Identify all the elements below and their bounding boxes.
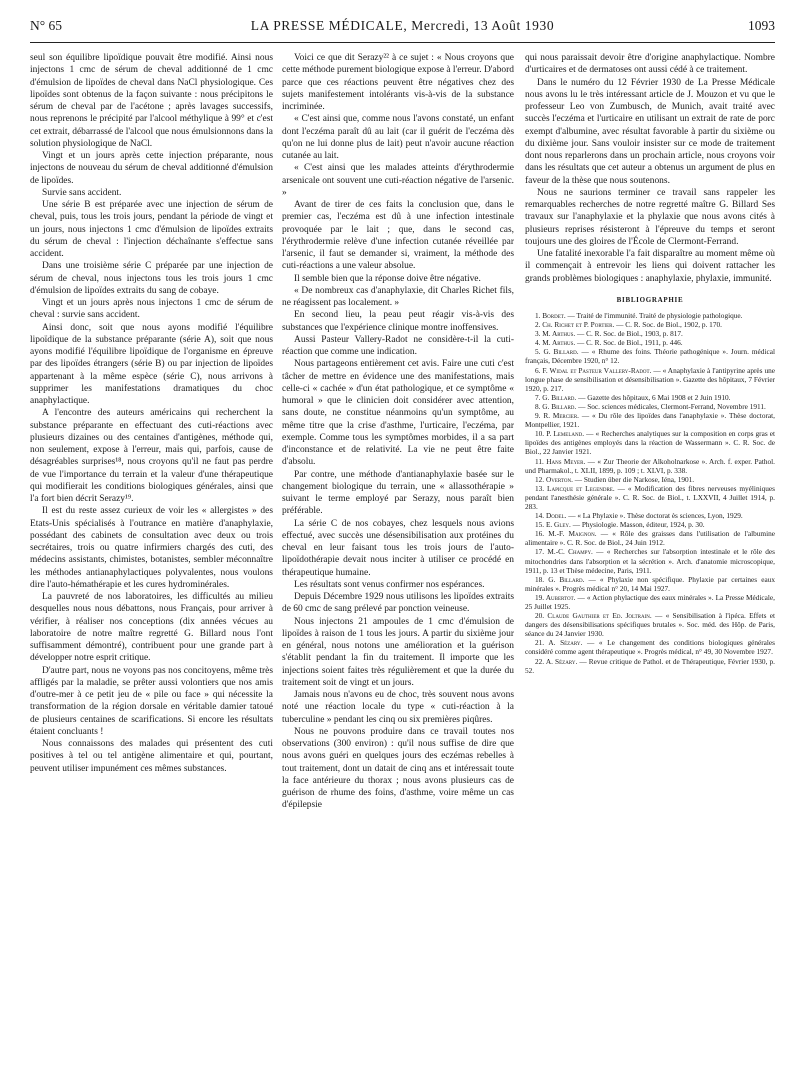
paragraph: D'autre part, nous ne voyons pas nos concitoyens, même très affligés par la maladie, se prêter aussi volontiers que nos amis d'outre-mer à ce petit jeu de « pile ou face » qui nécessite la transformation de la région dorsale en véritable damier tatoué de plusieurs centaines de scarifications. Si encore les résultats étaient concluants ! xyxy=(30,665,273,737)
reference-author: 4. M. Arthus. xyxy=(535,338,576,348)
reference-text: — Soc. sciences médicales, Clermont-Ferrand, Novembre 1911. xyxy=(576,401,766,411)
reference-item xyxy=(525,429,775,456)
reference-text: — « Recherches analytiques sur la composition en corps gras et lipoïdes des antigènes employés dans la réaction de Wassermann ». C. R. Soc. de Biol., 22 Janvier 1921. xyxy=(525,429,775,457)
reference-text: — Studien über die Narkose, Iéna, 1901. xyxy=(572,474,695,484)
reference-text: — « Recherches sur l'absorption intestinale et le rôle des mitochondries dans l'absorption et la sécrétion ». Arch. d'anatomie microscopique, 1911, p. 13 et Thèse médecine, Paris, 1911. xyxy=(525,547,775,575)
paragraph: La série C de nos cobayes, chez lesquels nous avions effectué, avec succès une désensibilisation aux protéines du cheval en leur faisant tous les trois jours de l'auto-lipoïdothérapie devait nous inciter à utiliser ce procédé en thérapeutique humaine. xyxy=(282,518,514,578)
reference-author: 20. Claude Gauthier et Ed. Joltrain. xyxy=(535,611,652,621)
reference-item xyxy=(525,638,775,656)
paragraph: seul son équilibre lipoïdique pouvait être modifié. Ainsi nous injectons 1 cmc de sérum de cheval additionné de 1 cmc d'émulsion de lipoïdes de cheval dans NaCl physiologique. Ces lipoïdes sont obtenus de la façon suivante : nous précipitons le sérum de cheval par de l'acétone ; après lavages successifs, nous reprenons le précipité par l'alcool méthylique à 99° et c'est cet extrait, débarrassé de l'alcool que nous émulsionnons dans la solution physiologique de NaCl. xyxy=(30,53,273,149)
reference-item xyxy=(525,611,775,638)
column-1 xyxy=(30,52,273,775)
paragraph: Dans une troisième série C préparée par une injection de sérum de cheval, nous injectons tous les trois jours 1 cmc d'émulsion de lipoïdes extraits du sang de cobaye. xyxy=(30,261,273,296)
bibliography-heading: BIBLIOGRAPHIE xyxy=(616,295,684,304)
reference-item xyxy=(525,529,775,547)
paragraph: Dans le numéro du 12 Février 1930 de La Presse Médicale nous avons lu le très intéressant article de J. Mouzon et vu que le professeur Leo von Zumbusch, de Munich, avait traité avec succès l'eczéma et l'urticaire en utilisant un extrait de rate de porc exempt d'albumine, avec résultat favorable à partir du sixième ou du dixième jour. Sans vouloir insister sur ce mode de traitement dont nous reparlerons dans un prochain article, nous croyons voir dans les résultats que cet auteur a obtenus un argument de plus en faveur de la thèse que nous soutenons. xyxy=(525,77,775,186)
paragraph: Nous ne pouvons produire dans ce travail toutes nos observations (300 environ) : qu'il nous suffise de dire que nous avons guéri en quelques jours des eczémas rebelles à tout traitement, dont un datait de cinq ans et intéressait toute la face antérieure du thorax ; nous avons plusieurs cas de guérison de rhume des foins, d'asthme, voire même un cas d'épilepsie xyxy=(282,726,514,811)
paragraph: « C'est ainsi que, comme nous l'avons constaté, un enfant dont l'eczéma paraît dû au lait (car il guérit de l'eczéma dès qu'on ne lui donne plus de lait) peut n'avoir aucune réaction cutanée au lait. xyxy=(282,114,514,161)
paragraph: Vingt et un jours après nous injectons 1 cmc de sérum de cheval : survie sans accident. xyxy=(30,298,273,321)
paragraph: La pauvreté de nos laboratoires, les difficultés au milieu desquelles nous nous débattons, nous Français, pour arriver à vérifier, à réaliser nos conceptions (dix années vécues au laboratoire de notre maître regretté G. Billard nous l'ont suffisamment démontré), contribuent pour une grande part à développer notre esprit critique. xyxy=(30,592,273,664)
reference-text: — C. R. Soc. de Biol., 1911, p. 446. xyxy=(575,338,683,348)
paragraph: « De nombreux cas d'anaphylaxie, dit Charles Richet fils, ne réagissent pas localement. » xyxy=(282,285,514,308)
reference-text: — « Rôle des graisses dans l'utilisation de l'albumine alimentaire ». C. R. Soc. de Biol., 24 Juin 1912. xyxy=(525,529,776,548)
paragraph: Nous ne saurions terminer ce travail sans rappeler les remarquables recherches de notre regretté maître G. Billard Ses travaux sur l'anaphylaxie et la phylaxie que nous avons cités à plusieurs reprises résisteront à l'épreuve du temps et seront toujours une des gloires de l'École de Clermont-Ferrand. xyxy=(525,187,775,247)
column-3 xyxy=(525,52,775,675)
reference-item xyxy=(525,457,775,475)
reference-item xyxy=(525,575,775,593)
reference-author: 21. A. Sézary. xyxy=(535,638,583,648)
reference-item xyxy=(525,311,775,320)
reference-author: 5. G. Billard. xyxy=(535,347,579,357)
reference-text: — « Du rôle des lipoïdes dans l'anaphylaxie ». Thèse doctorat, Montpellier, 1921. xyxy=(525,411,775,430)
reference-text: — C. R. Soc. de Biol., 1902, p. 170. xyxy=(614,320,722,330)
paragraph: Nous injectons 21 ampoules de 1 cmc d'émulsion de lipoïdes à raison de 1 tous les jours. A partir du sixième jour en général, nous notons une amélioration et la guérison s'établit pendant la fin du traitement. Il importe que les injections soient faites très régulièrement et que la durée du traitement soit de vingt et un jours. xyxy=(282,616,514,688)
reference-author: 13. Lapicque et Legendre. xyxy=(535,483,615,493)
paragraph: En second lieu, la peau peut réagir vis-à-vis des substances que l'expérience clinique montre inoffensives. xyxy=(282,310,514,333)
issue-number: N° 65 xyxy=(30,18,63,33)
reference-item xyxy=(525,547,775,574)
paragraph: Par contre, une méthode d'antianaphylaxie basée sur le changement biologique du terrain, une « allassothérapie » suivant le terme employé par Serazy, nous paraît bien préférable. xyxy=(282,469,514,517)
reference-author: 19. Aubertot. xyxy=(535,592,576,602)
reference-author: 22. A. Sézary. xyxy=(535,656,578,666)
paragraph: Avant de tirer de ces faits la conclusion que, dans le premier cas, l'eczéma est dû à une infection intestinale provoquée par le lait ; que, dans le second cas, l'érythrodermie relève d'une infection cutanée réveillée par l'arsenic, il faut se demander si, vraiment, la méthode des cuti-réactions a une valeur absolue. xyxy=(282,200,514,272)
paragraph: Vingt et un jours après cette injection préparante, nous injectons de nouveau du sérum de cheval additionné d'émulsion de lipoïdes. xyxy=(30,151,273,186)
reference-item xyxy=(525,320,775,329)
paragraph: Une série B est préparée avec une injection de sérum de cheval, puis, tous les trois jours, pendant la période de vingt et un jours, nous injectons 1 cmc d'émulsion de lipoïdes extraits du sérum de cheval : l'injection déchaînante s'effectue sans accident. xyxy=(30,200,273,259)
paragraph: qui nous paraissait devoir être d'origine anaphylactique. Nombre d'urticaires et de dermatoses ont aussi cédé à ce traitement. xyxy=(525,53,775,76)
reference-item xyxy=(525,347,775,365)
reference-author: 18. G. Billard. xyxy=(535,574,585,584)
reference-text: — « Zur Theorie der Alkoholnarkose ». Arch. f. exper. Pathol. und Pharmakol., t. XLII, 1899, p. 109 ; t. XLVI, p. 338. xyxy=(525,456,775,475)
reference-author: 8. G. Billard. xyxy=(535,401,577,411)
reference-author: 14. Dodel. xyxy=(535,511,567,521)
paragraph: « C'est ainsi que les malades atteints d'érythrodermie arsenicale ont souvent une cuti-réaction négative de l'arsenic. » xyxy=(282,163,514,198)
reference-author: 12. Overton. xyxy=(535,474,573,484)
reference-item xyxy=(525,484,775,511)
reference-text: — Traité de l'immunité. Traité de physiologie pathologique. xyxy=(565,311,743,320)
reference-text: — « Rhume des foins. Théorie pathogénique ». Journ. médical français, Décembre 1920, n° 12. xyxy=(525,347,775,366)
column-2 xyxy=(282,52,514,812)
reference-text: — « Le changement des conditions biologiques générales considéré comme agent thérapeutique ». Progrès médical, n° 49, 30 Novembre 1927. xyxy=(525,638,775,657)
reference-text: — « Action phylactique des eaux minérales ». La Presse Médicale, 25 Juillet 1925. xyxy=(525,592,775,611)
reference-author: 1. Bordet. xyxy=(535,311,566,320)
paragraph: Nous partageons entièrement cet avis. Faire une cuti c'est tâcher de mettre en évidence une des manifestations, mais celle-ci « cachée » d'un état pathologique, et ce symptôme « humoral » que le clinicien doit considérer avec attention, sans doute, ne constitue néanmoins qu'un symptôme, au même titre que la crise d'asthme, l'urticaire, l'eczéma, par exemple. Comme tous les symptômes morbides, il a sa part d'inconstance et de relativité. La vie ne peut être faite d'absolu. xyxy=(282,359,514,468)
reference-item xyxy=(525,657,775,675)
paragraph: Depuis Décembre 1929 nous utilisons les lipoïdes extraits de 60 cmc de sang prélevé par ponction veineuse. xyxy=(282,592,514,615)
paragraph: Voici ce que dit Serazy²² à ce sujet : « Nous croyons que cette méthode purement biologique expose à l'erreur. D'abord parce que ces réactions peuvent être négatives chez des sujets manifestement intolérants vis-à-vis de la substance incriminée. xyxy=(282,53,514,112)
reference-author: 9. R. Mercier. xyxy=(535,411,579,421)
reference-text: — « Anaphylaxie à l'antipyrine après une longue phase de sensibilisation et désensibilisation ». Gazette des hôpitaux, 7 Février 1920, p. 217. xyxy=(525,365,775,393)
reference-text: — Revue critique de Pathol. et de Thérapeutique, Février 1930, p. 52. xyxy=(525,656,775,675)
reference-item xyxy=(525,511,775,520)
reference-text: — C. R. Soc. de Biol., 1903, p. 817. xyxy=(575,329,683,339)
reference-item xyxy=(525,329,775,338)
reference-item xyxy=(525,393,775,402)
paragraph: Nous connaissons des malades qui présentent des cuti positives à tel ou tel antigène alimentaire et qui, pourtant, peuvent utiliser impunément ces mêmes substances. xyxy=(30,739,273,774)
reference-text: — Physiologie. Masson, éditeur, 1924, p. 30. xyxy=(570,520,705,530)
reference-item xyxy=(525,593,775,611)
reference-text: — « La Phylaxie ». Thèse doctorat ès sciences, Lyon, 1929. xyxy=(566,511,743,521)
paragraph: Une fatalité inexorable l'a fait disparaître au moment même où il commençait à entrevoir les liens qui doivent rattacher les grands problèmes biologiques : anaphylaxie, phylaxie, immunité. xyxy=(525,249,775,284)
running-header xyxy=(30,18,775,40)
bibliography-list xyxy=(525,311,775,675)
reference-author: 7. G. Billard. xyxy=(535,392,577,402)
paragraph: Survie sans accident. xyxy=(42,187,122,198)
reference-text: — « Phylaxie non spécifique. Phylaxie par certaines eaux minérales ». Progrès médical n° 20, 14 Mai 1927. xyxy=(525,574,775,593)
reference-item xyxy=(525,338,775,347)
reference-text: — Gazette des hôpitaux, 6 Mai 1908 et 2 Juin 1910. xyxy=(576,392,731,402)
paragraph: Aussi Pasteur Vallery-Radot ne considère-t-il la cuti-réaction que comme une indication. xyxy=(282,334,514,357)
reference-item xyxy=(525,402,775,411)
reference-author: 15. E. Gley. xyxy=(535,520,571,530)
reference-author: 2. Ch. Richet et P. Portier. xyxy=(535,320,615,330)
reference-item xyxy=(525,366,775,393)
reference-author: 11. Hans Meyer. xyxy=(535,456,586,466)
reference-item xyxy=(525,520,775,529)
reference-author: 3. M. Arthus. xyxy=(535,329,576,339)
reference-text: — « Sensibilisation à l'ipéca. Effets et dangers des désensibilisations spécifiques brutales ». Soc. méd. des Hôp. de Paris, séance du 24 Janvier 1930. xyxy=(525,611,775,639)
paragraph: Il est du reste assez curieux de voir les « allergistes » des Etats-Unis spécialisés à l'outrance en matière d'anaphylaxie, possédant des cabinets de consultation avec deux ou trois secrétaires, trois ou quatre infirmiers chargés des cuti, des médecins assistants, chimistes, botanistes, sembler méconnaître les méthodes antianaphylactiques polyvalentes, nous voulons dire l'auto-hémathérapie et les cures hydrominérales. xyxy=(30,506,273,590)
reference-author: 16. M.-F. Maignon. xyxy=(535,529,597,539)
reference-item xyxy=(525,411,775,429)
paragraph: Jamais nous n'avons eu de choc, très souvent nous avons noté une réaction locale du type « cuti-réaction à la tuberculine » pendant les cinq ou six premières piqûres. xyxy=(282,690,514,725)
reference-author: 17. M.-C. Champy. xyxy=(535,547,593,557)
paragraph: Les résultats sont venus confirmer nos espérances. xyxy=(294,579,485,590)
journal-title: LA PRESSE MÉDICALE, Mercredi, 13 Août 1930 xyxy=(250,18,555,33)
page-number: 1093 xyxy=(748,18,775,33)
paragraph: Il semble bien que la réponse doive être négative. xyxy=(294,273,481,284)
paragraph: Ainsi donc, soit que nous ayons modifié l'équilibre lipoïdique de la substance préparante (série A), soit que nous ayons modifié l'équilibre lipoïdique de l'organisme en épreuve par des lipoïdes étrangers (série B) ou par injection de lipoïdes appartenant à la même espèce (série C), nous arrivons à supprimer les manifestations dramatiques du choc anaphylactique. xyxy=(30,322,273,406)
reference-item xyxy=(525,475,775,484)
header-rule xyxy=(30,42,775,43)
reference-author: 10. P. Lemeland. xyxy=(535,429,585,439)
reference-author: 6. F. Widal et Pasteur Vallery-Radot. xyxy=(535,365,652,375)
reference-text: — « Modification des fibres nerveuses myéliniques pendant l'anesthésie générale ». C. R. Soc. de Biol., t. LXXVII, 4 Juillet 1914, p. 283. xyxy=(525,483,775,511)
paragraph: A l'encontre des auteurs américains qui recherchent la substance préparante en effectuant des cuti-réactions avec plusieurs dizaines ou des centaines d'antigènes, méthode qui, non seulement, expose à l'erreur, mais qui, parfois, cause de désagréables surprises¹⁸, nous croyons qu'il ne faut pas perdre de vue l'importance du terrain et la valeur d'une thérapeutique qui modifierait les conditions biologiques générales, ainsi que l'a fort bien décrit Serazy¹⁹. xyxy=(30,408,273,504)
